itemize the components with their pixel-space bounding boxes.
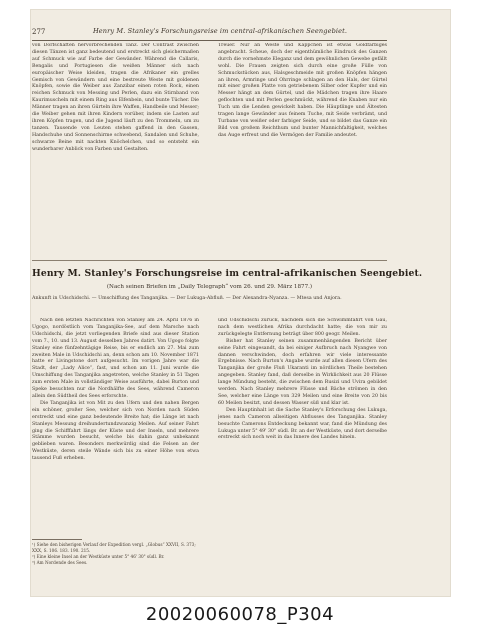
body-left-column (32, 318, 199, 536)
body-left-paragraph-1: Nach den letzten Nachrichten von Stanley am 24. April 1876 in Ugogo, nordöstlich vom Tanganjika-See, auf dem Marsche nach Udschidschi, die jetzt vorliegenden Briefe sind aus dieser Station vom 7., 10. und 13. August desselben Jahres datirt. Von Ugogo folgte Stanley eine fünfzehntägige Reise, bis er endlich am 27. Mai zum zweiten Male in Udschidschi an, denn schon am 10. November 1871 hatte er Livingstone dort aufgesucht. Im vorigen Jahre war die Stadt, der „Lady Alice“, fast, und schon am 11. Juni wurde die Umschiffung des Tanganjika angetreten, welche Stanley in 51 Tagen zum ersten Male in vollständiger Weise ausführte, dabei Burton und Speke besuchten nur die Nordhälfte des Sees, während Cameron allein den Südtheil des Sees erforschte. (32, 318, 199, 399)
section-divider (32, 260, 387, 261)
top-left-column (32, 43, 199, 248)
footnote-rule (32, 539, 82, 540)
article-subtitle: (Nach seinen Briefen im „Daily Telegraph“ vom 26. und 29. März 1877.) (106, 284, 313, 290)
top-right-column (218, 43, 387, 248)
header-rule (32, 40, 387, 41)
body-right-paragraph-1: und Udschidschi zurück, nachdem sich die Schwimmfahrt von Gau, nach dem westlichen Afrika durchdacht hatte; die von mir zu zurückgelegte Entfernung beträgt über 800 geogr. Meilen. (218, 318, 387, 337)
footnotes (32, 542, 199, 566)
body-left-paragraph-2: Die Tanganjika ist von Mit zu den Ufern und den nahen Bergen ein schöner, großer See, welcher sich von Norden nach Süden erstreckt und eine ganz bedeutende Breite hat; die Länge ist nach Stanleys Messung dreihundertundzwanzig Meilen. Auf seiner Fahrt ging die Schifffahrt längs der Küste und der Inseln, und mehrere Stämme wurden besucht, welche bis dahin ganz unbekannt geblieben waren. Besonders merkwürdig sind die Felsen an der Westküste, deren steile Wände sich bis zu einer Höhe von etwa tausend Fuß erheben. (32, 400, 199, 462)
article-summary: Ankunft in Udschidschi. — Umschiffung des Tanganjika. — Der Lukuga-Abfluß. — Der Alexandra-Nyanza. — Mtesa und Anjora. (32, 296, 342, 301)
footnote-1: ¹) Siehe den bisherigen Verlauf der Expedition vergl. „Globus“ XXVII, S. 373; XXX, S. 106. 183. 190. 215. (32, 542, 196, 553)
page-number: 277 (32, 28, 46, 36)
article-title: Henry M. Stanley's Forschungsreise im central-afrikanischen Seengebiet. (32, 268, 423, 279)
body-right-paragraph-3: Den Hauptinhalt ist die Sache Stanley's Erforschung des Lukuga, jenes nach Cameron allseitigen Abflusses des Tanganjika. Stanley besuchte Camerons Entdeckung bekannt war, fand die Mündung des Lukuga unter 5° 49' 30" südl. Br. an der Westküste, und dort derselbe erstreckt sich noch weit in das Innere des Landes hinein. (218, 407, 387, 441)
top-left-paragraph: von Dorfschaften hervorbrechenden Tanz. Der Contrast zwischen diesen Tänzen ist ganz bedeutend und erstreckt sich gleichermaßen auf Schmuck wie auf Farbe der Gewänder. Während die Callaris, Bengalis und Portugiesen die weißen Männer sich nach europäischer Weise kleiden, tragen die Afrikaner ein grelles Gemisch von Gewändern und eine bestreute Weste mit goldenen Knöpfen, sowie die Weiber aus Zanzibar einen roten Rock, einen reichen Schmuck von Messing und Perlen, dazu ein Stirnband von Kaurimuscheln mit einem Ring aus Elfenbein, und bunte Tücher. Die Männer tragen an ihren Gürteln ihre Waffen, Handbeile und Messer; die Weiber gehen mit ihren Kindern vorüber, indem sie Lasten auf ihren Köpfen tragen, und die Jugend läuft zu den Trommeln, um zu tanzen. Tausende von Leuten stehen gaffend in den Gassen, Handschuhe und Sonnenschirme schwebend, Sandalen und Schuhe, schwarze Beine mit nackten Knöchelchen, und so entsteht ein wunderbarer Anblick von Farben und Gestalten. (32, 43, 199, 152)
body-right-column (218, 318, 387, 568)
top-right-paragraph: Treuer. Nur an Weste und Käppchen ist etwas Goldfarbiges angebracht. Scheue, doch der eigenthümliche Eindruck des Ganzen durch die vornehmste Eleganz und dem gewöhnlichen Gewebe gefällt wohl. Die Frauen zeigten sich durch eine große Fülle von Schmuckstücken aus, Halsgeschmeide mit großen Knöpfen hängen an ihren, Armringe und Ohrringe schlagen an den Hals, der Gürtel mit einer großen Platte von getriebenem Silber oder Kupfer und ein Messer hängt an dem Gürtel, und die Mädchen tragen ihre Haare geflochten und mit Perlen geschmückt, während die Knaben nur ein Tuch um die Lenden gewickelt haben. Die Häuptlinge und Ältesten tragen lange Gewänder aus feinem Tuche, mit Seide verbrämt, und Turbane von weißer oder farbiger Seide, und so bildet das Ganze ein Bild von großem Reichthum und bunter Mannichfaltigkeit, welches das Auge erfreut und die Vermögen der Familie andeutet. (218, 43, 387, 138)
footnote-3: ³) Am Nordende des Sees. (32, 560, 88, 565)
body-right-paragraph-2: Bisher hat Stanley seinen zusammenhängenden Bericht über seine Fahrt eingesandt, da bei einiger Aufbruch nach Nyangwe von dannen verschwinden, doch erfahren wir viele interessante Ergebnisse. Nach Burton's Angabe wurde auf allen diesen Ufern des Tanganjika der große Fluß Ukaranti im nördlichen Theile bestehen angegeben. Stanley fand, daß derselbe in Wirklichkeit aus 20 Flüsse lange Mündung besteht, die zwischen dem Rusizi und Uvira gebildet werden. Nach Stanley mehrere Flüsse und Bäche strömen in den See, welcher eine Länge von 329 Meilen und eine Breite von 20 bis 60 Meilen besitzt, und dessen Wasser süß und klar ist. (218, 338, 387, 406)
archive-id-caption: 20020060078_P304 (145, 604, 335, 625)
running-head: Henry M. Stanley's Forschungsreise im central-afrikanischen Seengebiet. (92, 27, 348, 35)
footnote-2: ²) Eine kleine Insel an der Westküste unter 5° 46' 30" südl. Br. (32, 554, 165, 559)
